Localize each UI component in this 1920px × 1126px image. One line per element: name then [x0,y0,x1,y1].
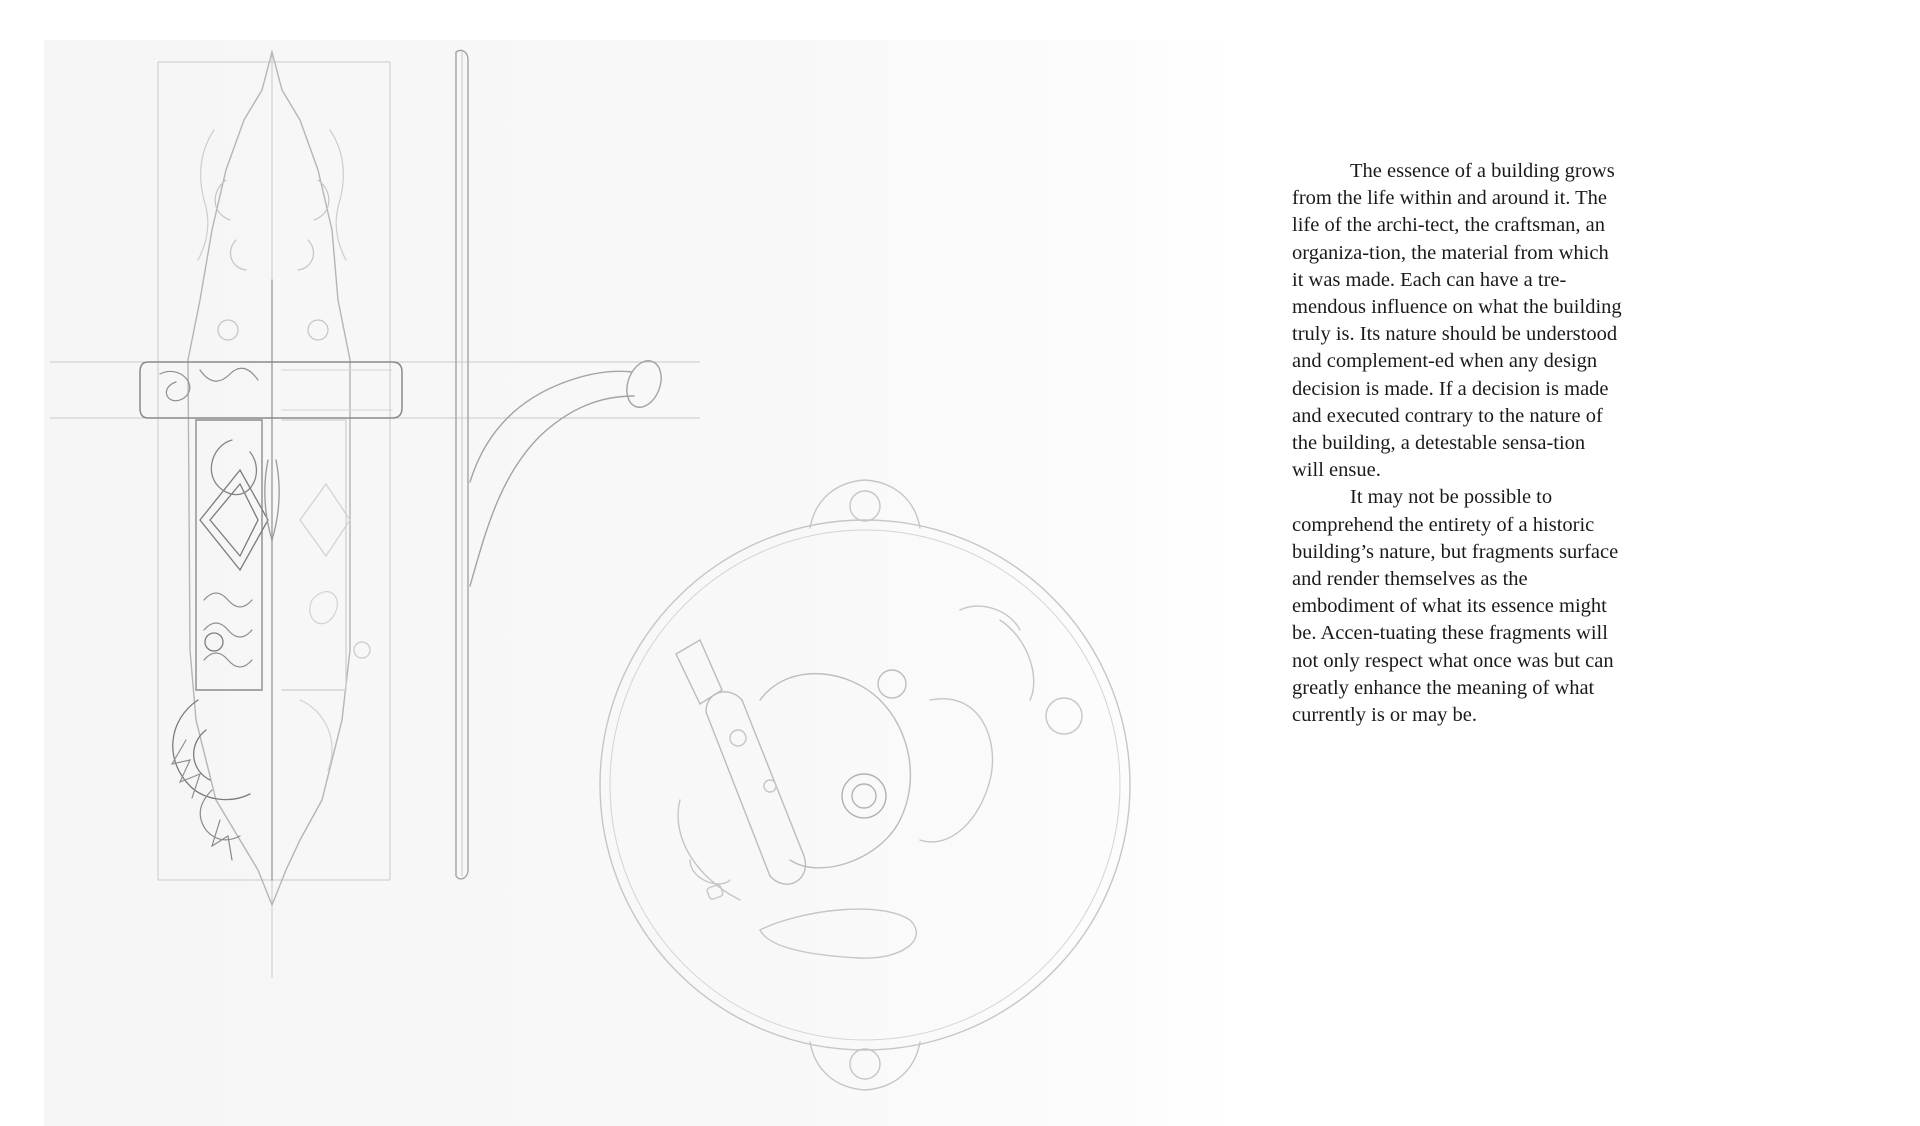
construction-lines [50,50,700,978]
essay-text [1292,158,1622,729]
handle-profile-sketch [456,50,667,878]
lock-mechanism-sketch [600,480,1130,1090]
essay-paragraph: The essence of a building grows from the life within and around it. The life of the archi-tect, the craftsman, an organiza-tion, the material from which it was made. Each can have a tre-mendous influence on what the building truly is. Its nature should be understood and complement-ed when any design decision is made. If a decision is made and executed contrary to the nature of the building, a detestable sensa-tion will ensue. [1292,160,1622,482]
door-plate-sketch [140,52,402,905]
essay-paragraph: It may not be possible to comprehend the entirety of a historic building’s nature, but fragments surface and render themselves as the embodiment of what its essence might be. Accen-tuating these fragments will not only respect what once was but can greatly enhance the meaning of what currently is or may be. [1292,486,1619,727]
